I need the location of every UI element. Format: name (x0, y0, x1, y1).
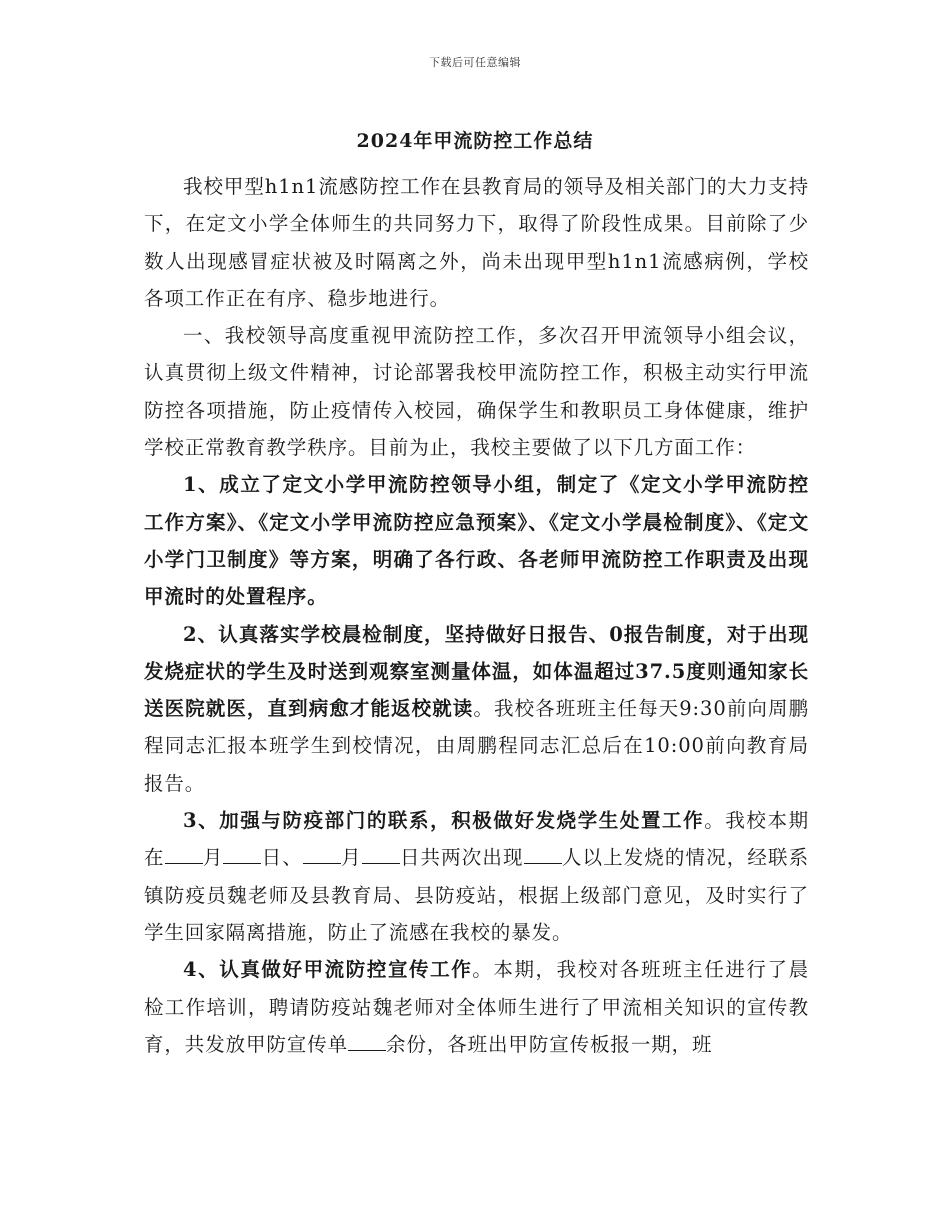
paragraph-intro: 我校甲型h1n1流感防控工作在县教育局的领导及相关部门的大力支持下，在定文小学全体师生的共同努力下，取得了阶段性成果。目前除了少数人出现感冒症状被及时隔离之外，尚未出现甲型h1n1流感病例，学校各项工作正在有序、稳步地进行。 (144, 175, 809, 310)
item-3-text-a: 。我校本期在 (144, 809, 809, 870)
item-3-text-b: 月 (202, 846, 224, 870)
header-note: 下载后可任意编辑 (429, 56, 521, 69)
paragraph-item-3 (144, 802, 809, 951)
paragraph-section-one: 一、我校领导高度重视甲流防控工作，多次召开甲流领导小组会议，认真贯彻上级文件精神，讨论部署我校甲流防控工作，积极主动实行甲流防控各项措施，防止疫情传入校园，确保学生和教职员工身体健康，维护学校正常教育教学秩序。目前为止，我校主要做了以下几方面工作： (144, 324, 809, 460)
item-2-text: 。我校各班班主任每天9:30前向周鹏程同志汇报本班学生到校情况，由周鹏程同志汇总后在10:00前向教育局报告。 (144, 697, 809, 795)
blank-field (524, 845, 562, 865)
document-title: 2024年甲流防控工作总结 (356, 130, 594, 152)
blank-field (303, 845, 341, 865)
document-body (144, 168, 809, 1063)
item-3-text-c: 日、 (261, 846, 303, 870)
item-4-text-b: 余份，各班出甲防宣传板报一期，班 (386, 1032, 713, 1056)
blank-field (348, 1031, 386, 1051)
item-2-bold-text: 2、认真落实学校晨检制度，坚持做好日报告、0报告制度，对于出现发烧症状的学生及时送到观察室测量体温，如体温超过37.5度则通知家长送医院就医，直到病愈才能返校就读 (144, 622, 809, 721)
blank-field (223, 845, 261, 865)
item-3-text-e: 日共两次出现 (399, 846, 524, 870)
blank-field (362, 845, 400, 865)
item-4-text-a: 。本期，我校对各班班主任进行了晨检工作培训，聘请防疫站魏老师对全体师生进行了甲流相关知识的宣传教育，共发放甲防宣传单 (144, 958, 810, 1056)
blank-field (165, 845, 203, 865)
paragraph-item-1: 1、成立了定文小学甲流防控领导小组，制定了《定文小学甲流防控工作方案》、《定文小学甲流防控应急预案》、《定文小学晨检制度》、《定文小学门卫制度》等方案，明确了各行政、各老师甲流防控工作职责及出现甲流时的处置程序。 (144, 473, 809, 609)
item-3-text-d: 月 (340, 846, 362, 870)
item-4-bold-text: 4、认真做好甲流防控宣传工作 (183, 958, 473, 982)
item-3-text-f: 人以上发烧的情况，经联系镇防疫员魏老师及县教育局、县防疫站，根据上级部门意见，及时实行了学生回家隔离措施，防止了流感在我校的暴发。 (144, 846, 809, 944)
paragraph-item-2 (144, 616, 809, 802)
item-3-bold-text: 3、加强与防疫部门的联系，积极做好发烧学生处置工作 (183, 809, 705, 833)
paragraph-item-4 (144, 951, 809, 1063)
